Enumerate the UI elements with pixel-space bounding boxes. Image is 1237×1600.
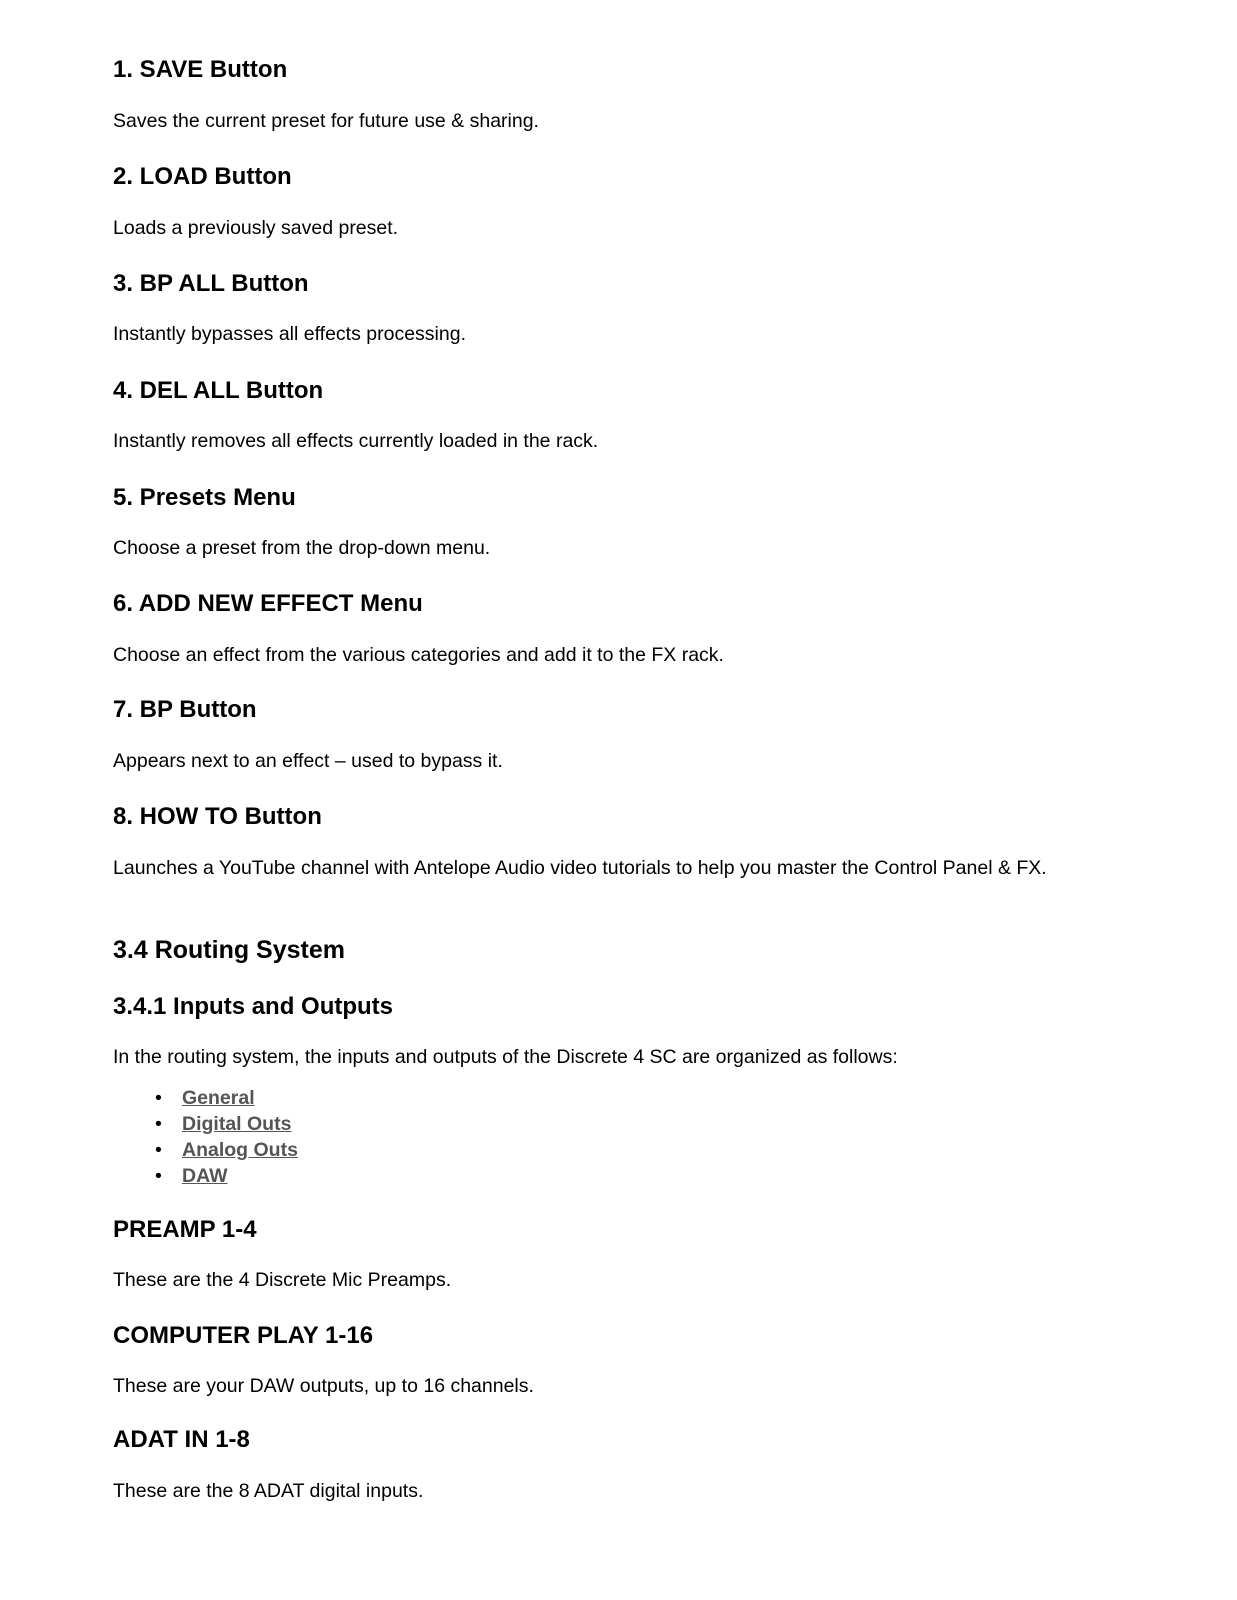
link-daw[interactable]: DAW — [182, 1165, 228, 1187]
routing-intro: In the routing system, the inputs and outputs of the Discrete 4 SC are organized as follows: — [113, 1046, 898, 1068]
section-text-load: Loads a previously saved preset. — [113, 217, 399, 239]
section-heading-del-all: 4. DEL ALL Button — [113, 377, 324, 404]
bullet-icon: • — [155, 1165, 162, 1187]
routing-subtitle: 3.4.1 Inputs and Outputs — [113, 993, 394, 1020]
section-text-del-all: Instantly removes all effects currently loaded in the rack. — [113, 430, 599, 452]
bullet-icon: • — [155, 1139, 162, 1161]
section-heading-presets-menu: 5. Presets Menu — [113, 484, 296, 511]
section-text-add-new-effect: Choose an effect from the various categories and add it to the FX rack. — [113, 644, 724, 666]
io-heading-preamp: PREAMP 1-4 — [113, 1216, 257, 1243]
link-analog-outs[interactable]: Analog Outs — [182, 1139, 298, 1161]
section-text-save: Saves the current preset for future use & sharing. — [113, 110, 539, 132]
section-heading-save: 1. SAVE Button — [113, 56, 288, 83]
section-heading-load: 2. LOAD Button — [113, 163, 292, 190]
bullet-icon: • — [155, 1113, 162, 1135]
section-text-how-to: Launches a YouTube channel with Antelope Audio video tutorials to help you master the Control Panel & FX. — [113, 857, 1047, 879]
routing-title: 3.4 Routing System — [113, 936, 345, 964]
section-text-bp-all: Instantly bypasses all effects processing. — [113, 323, 466, 345]
section-heading-add-new-effect: 6. ADD NEW EFFECT Menu — [113, 590, 423, 617]
section-text-bp-button: Appears next to an effect – used to bypass it. — [113, 750, 503, 772]
io-heading-adat-in: ADAT IN 1-8 — [113, 1426, 250, 1453]
io-text-adat-in: These are the 8 ADAT digital inputs. — [113, 1480, 424, 1502]
link-digital-outs[interactable]: Digital Outs — [182, 1113, 292, 1135]
bullet-icon: • — [155, 1087, 162, 1109]
io-text-computer-play: These are your DAW outputs, up to 16 channels. — [113, 1375, 534, 1397]
section-text-presets-menu: Choose a preset from the drop-down menu. — [113, 537, 491, 559]
section-heading-bp-all: 3. BP ALL Button — [113, 270, 309, 297]
io-heading-computer-play: COMPUTER PLAY 1-16 — [113, 1322, 374, 1349]
section-heading-bp-button: 7. BP Button — [113, 696, 257, 723]
io-text-preamp: These are the 4 Discrete Mic Preamps. — [113, 1269, 452, 1291]
section-heading-how-to: 8. HOW TO Button — [113, 803, 322, 830]
link-general[interactable]: General — [182, 1087, 255, 1109]
